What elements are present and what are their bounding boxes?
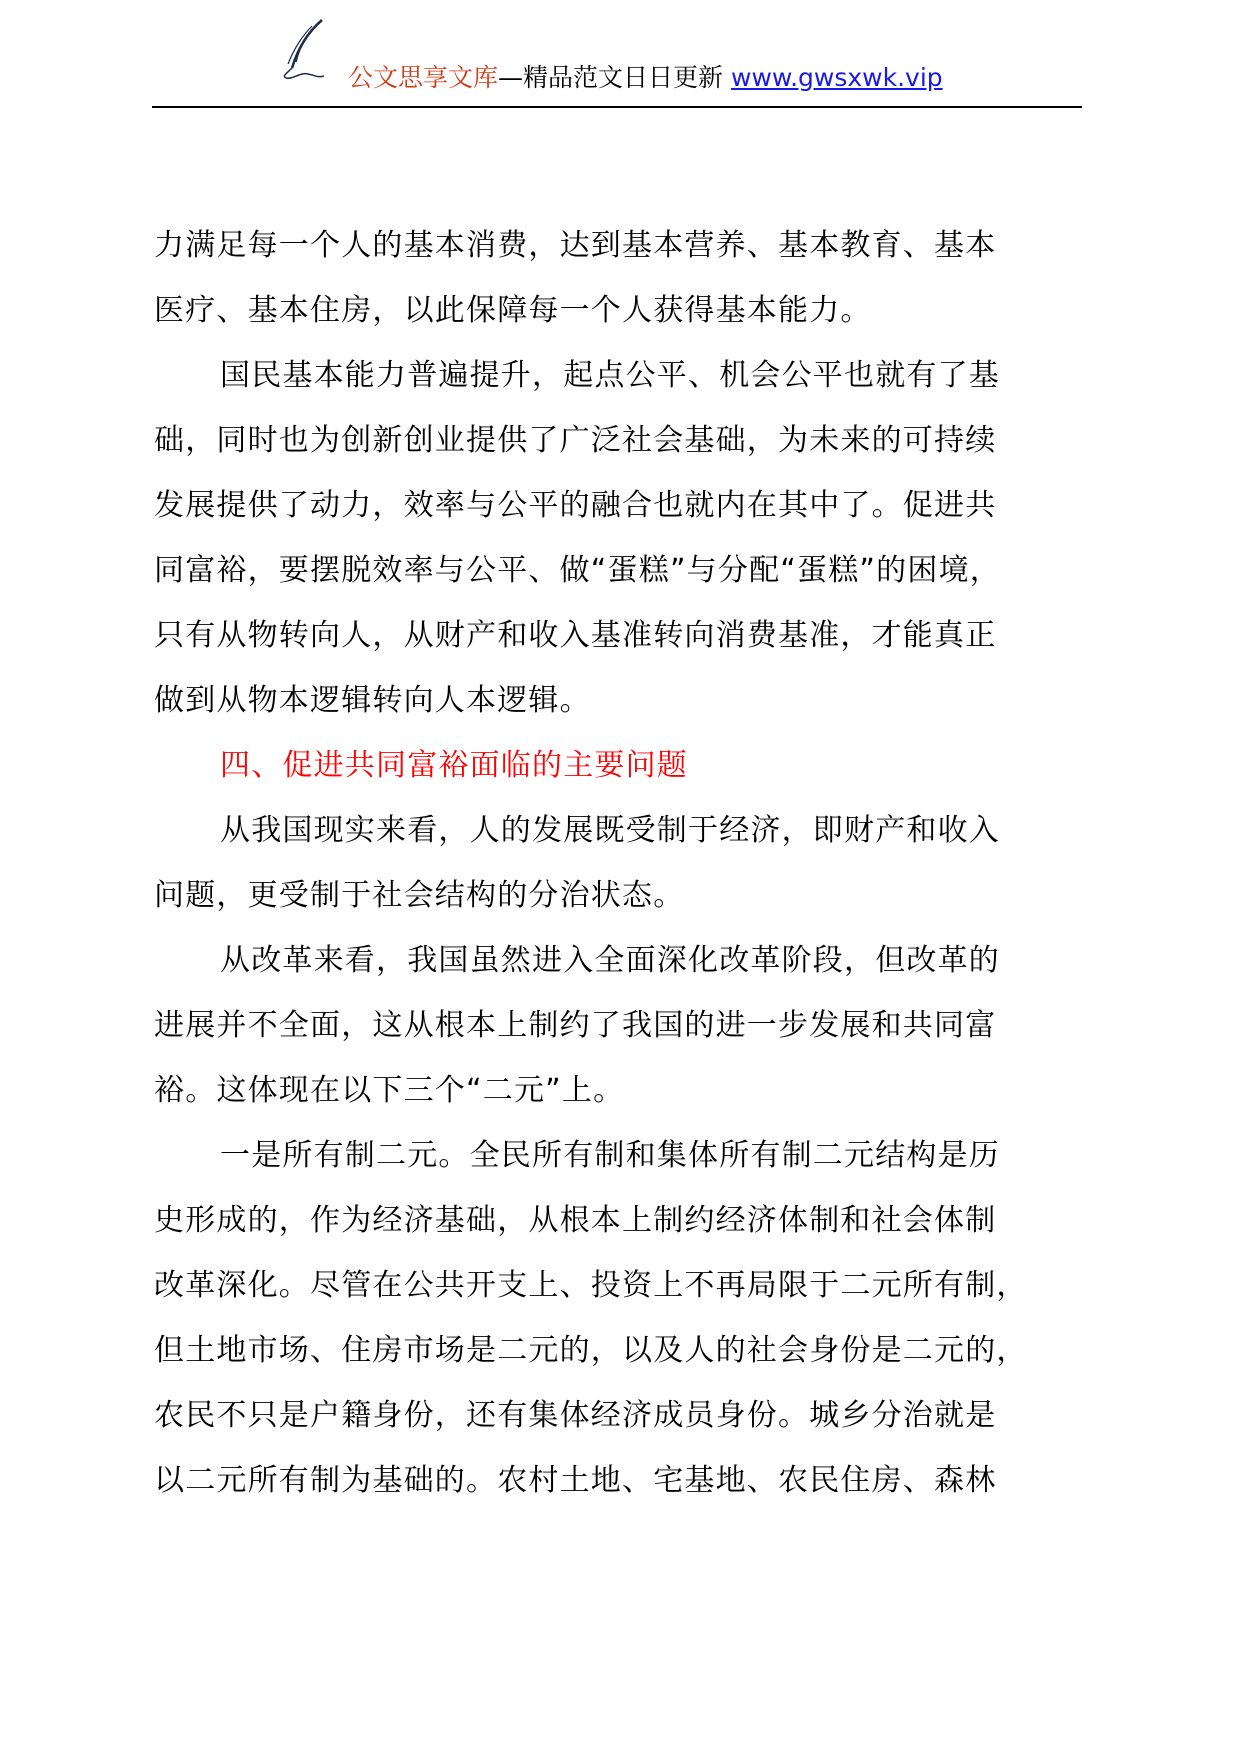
page-header bbox=[152, 14, 1082, 110]
text-line: 但土地市场、住房市场是二元的，以及人的社会身份是二元的， bbox=[154, 1333, 1028, 1368]
text-line: 只有从物转向人，从财产和收入基准转向消费基准，才能真正 bbox=[154, 618, 997, 653]
header-divider bbox=[152, 106, 1082, 108]
quill-pen-icon bbox=[278, 18, 338, 82]
document-body bbox=[154, 216, 1094, 1516]
section-heading: 四、促进共同富裕面临的主要问题 bbox=[220, 748, 688, 783]
text-line: 做到从物本逻辑转向人本逻辑。 bbox=[154, 683, 591, 718]
text-line: 发展提供了动力，效率与公平的融合也就内在其中了。促进共 bbox=[154, 488, 997, 523]
text-line: 础，同时也为创新创业提供了广泛社会基础，为未来的可持续 bbox=[154, 423, 997, 458]
text-line: 进展并不全面，这从根本上制约了我国的进一步发展和共同富 bbox=[154, 1008, 997, 1043]
paragraph-start: 从我国现实来看，人的发展既受制于经济，即财产和收入 bbox=[220, 813, 1000, 848]
text-line: 问题，更受制于社会结构的分治状态。 bbox=[154, 878, 685, 913]
paragraph-start: 一是所有制二元。全民所有制和集体所有制二元结构是历 bbox=[220, 1138, 1000, 1173]
text-line: 农民不只是户籍身份，还有集体经济成员身份。城乡分治就是 bbox=[154, 1398, 997, 1433]
text-line: 改革深化。尽管在公共开支上、投资上不再局限于二元所有制， bbox=[154, 1268, 1028, 1303]
text-line: 同富裕，要摆脱效率与公平、做“蛋糕”与分配“蛋糕”的困境， bbox=[154, 553, 1001, 588]
paragraph-start: 国民基本能力普遍提升，起点公平、机会公平也就有了基 bbox=[220, 358, 1000, 393]
text-line: 以二元所有制为基础的。农村土地、宅基地、农民住房、森林 bbox=[154, 1463, 997, 1498]
text-line: 史形成的，作为经济基础，从根本上制约经济体制和社会体制 bbox=[154, 1203, 997, 1238]
text-line: 力满足每一个人的基本消费，达到基本营养、基本教育、基本 bbox=[154, 228, 997, 263]
brand-name: 公文思享文库 bbox=[348, 63, 499, 92]
tagline: —精品范文日日更新 bbox=[498, 63, 724, 92]
text-line: 裕。这体现在以下三个“二元”上。 bbox=[154, 1073, 625, 1108]
text-line: 医疗、基本住房，以此保障每一个人获得基本能力。 bbox=[154, 293, 872, 328]
site-link[interactable]: www.gwsxwk.vip bbox=[731, 63, 943, 92]
header-text bbox=[348, 60, 943, 96]
paragraph-start: 从改革来看，我国虽然进入全面深化改革阶段，但改革的 bbox=[220, 943, 1000, 978]
